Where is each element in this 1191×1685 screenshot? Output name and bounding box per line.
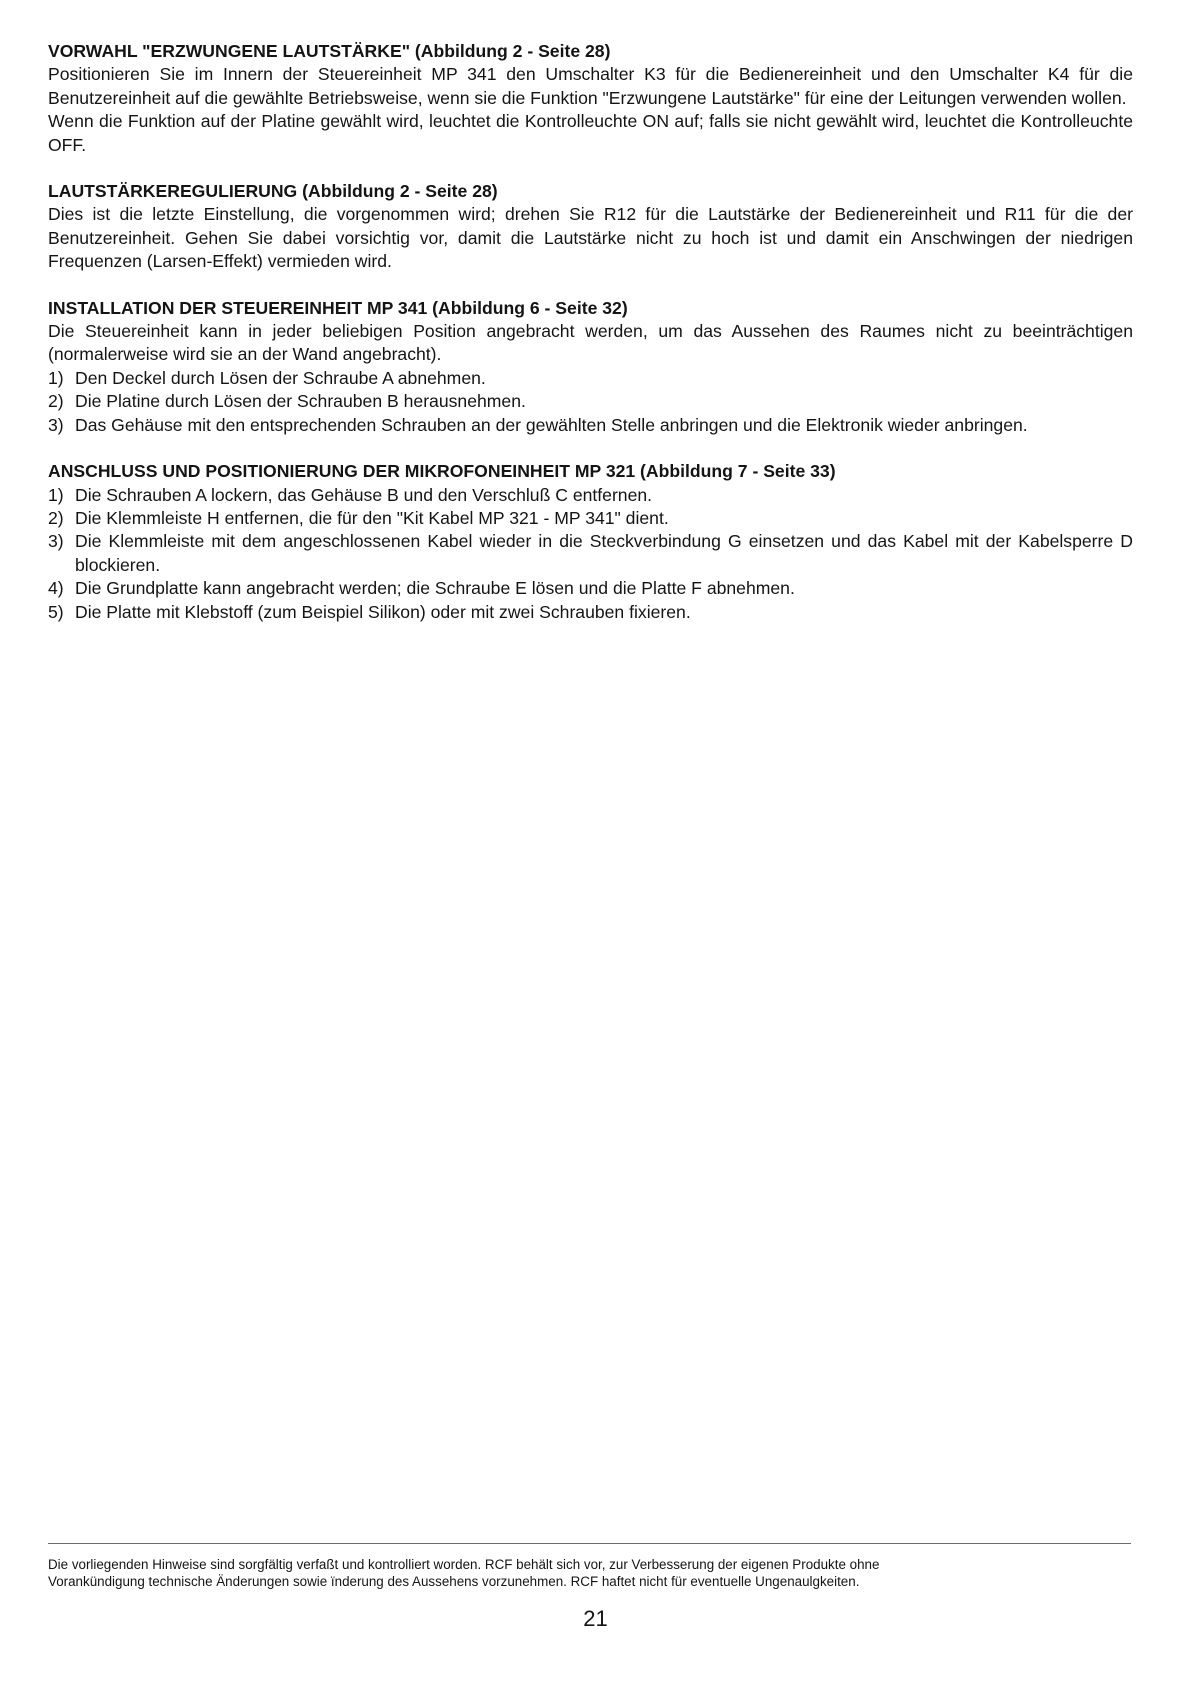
step-number: 5) <box>48 601 64 622</box>
list-item <box>48 484 1133 507</box>
section-heading: ANSCHLUSS UND POSITIONIERUNG DER MIKROFONEINHEIT MP 321 (Abbildung 7 - Seite 33) <box>48 461 836 482</box>
step-number: 2) <box>48 507 64 528</box>
step-number: 3) <box>48 414 64 435</box>
step-text: Den Deckel durch Lösen der Schraube A abnehmen. <box>75 367 486 388</box>
page-footer <box>48 1543 1131 1590</box>
footer-disclaimer <box>48 1557 1131 1590</box>
step-text: Die Schrauben A lockern, das Gehäuse B und den Verschluß C entfernen. <box>75 484 653 505</box>
page-number: 21 <box>583 1606 608 1631</box>
list-item <box>48 367 1133 390</box>
section-paragraph: Positionieren Sie im Innern der Steuereinheit MP 341 den Umschalter K3 für die Bedienereinheit und den Umschalter K4 für die Benutzereinheit auf die gewählte Betriebsweise, wenn sie die Funktion "Erzwungene Lautstärke" für eine der Leitungen verwenden wollen. <box>48 64 1133 108</box>
section-heading: INSTALLATION DER STEUEREINHEIT MP 341 (Abbildung 6 - Seite 32) <box>48 297 628 318</box>
footer-disclaimer-line: Die vorliegenden Hinweise sind sorgfältig verfaßt und kontrolliert worden. RCF behält sich vor, zur Verbesserung der eigenen Produkte ohne <box>48 1557 880 1572</box>
document-body <box>48 40 1133 647</box>
list-item <box>48 414 1133 437</box>
step-number: 2) <box>48 391 64 412</box>
step-text: Die Klemmleiste H entfernen, die für den "Kit Kabel MP 321 - MP 341" dient. <box>75 507 669 528</box>
footer-disclaimer-line: Vorankündigung technische Änderungen sowie ïnderung des Aussehens vorzunehmen. RCF haftet nicht für eventuelle Ungenaulgkeiten. <box>48 1573 860 1589</box>
list-item <box>48 530 1133 577</box>
step-list <box>48 484 1133 624</box>
list-item <box>48 390 1133 413</box>
step-text: Das Gehäuse mit den entsprechenden Schrauben an der gewählten Stelle anbringen und die Elektronik wieder anbringen. <box>75 414 1028 435</box>
list-item <box>48 507 1133 530</box>
section-installation-steuereinheit <box>48 297 1133 437</box>
step-number: 1) <box>48 484 64 505</box>
section-anschluss-mikrofoneinheit <box>48 460 1133 624</box>
step-number: 3) <box>48 531 64 552</box>
section-heading: LAUTSTÄRKEREGULIERUNG (Abbildung 2 - Seite 28) <box>48 181 498 202</box>
section-lautstaerkeregulierung <box>48 180 1133 274</box>
section-heading: VORWAHL "ERZWUNGENE LAUTSTÄRKE" (Abbildung 2 - Seite 28) <box>48 41 611 61</box>
step-number: 4) <box>48 578 64 599</box>
footer-divider <box>48 1543 1131 1544</box>
section-paragraph: Wenn die Funktion auf der Platine gewählt wird, leuchtet die Kontrolleuchte ON auf; falls sie nicht gewählt wird, leuchtet die Kontrolleuchte OFF. <box>48 111 1133 155</box>
step-list <box>48 367 1133 437</box>
section-paragraph: Dies ist die letzte Einstellung, die vorgenommen wird; drehen Sie R12 für die Lautstärke der Bedienereinheit und R11 für die der Benutzereinheit. Gehen Sie dabei vorsichtig vor, damit die Lautstärke nicht zu hoch ist und damit ein Anschwingen der niedrigen Frequenzen (Larsen-Effekt) vermieden wird. <box>48 204 1133 272</box>
section-paragraph: Die Steuereinheit kann in jeder beliebigen Position angebracht werden, um das Aussehen des Raumes nicht zu beeinträchtigen (normalerweise wird sie an der Wand angebracht). <box>48 321 1133 365</box>
step-text: Die Grundplatte kann angebracht werden; die Schraube E lösen und die Platte F abnehmen. <box>75 578 795 599</box>
section-erzwungene-lautstaerke <box>48 40 1133 157</box>
step-text: Die Klemmleiste mit dem angeschlossenen Kabel wieder in die Steckverbindung G einsetzen und das Kabel mit der Kabelsperre D blockieren. <box>75 531 1133 575</box>
step-text: Die Platte mit Klebstoff (zum Beispiel Silikon) oder mit zwei Schrauben fixieren. <box>75 601 691 622</box>
list-item <box>48 577 1133 600</box>
step-text: Die Platine durch Lösen der Schrauben B herausnehmen. <box>75 391 526 412</box>
step-number: 1) <box>48 367 64 388</box>
list-item <box>48 601 1133 624</box>
